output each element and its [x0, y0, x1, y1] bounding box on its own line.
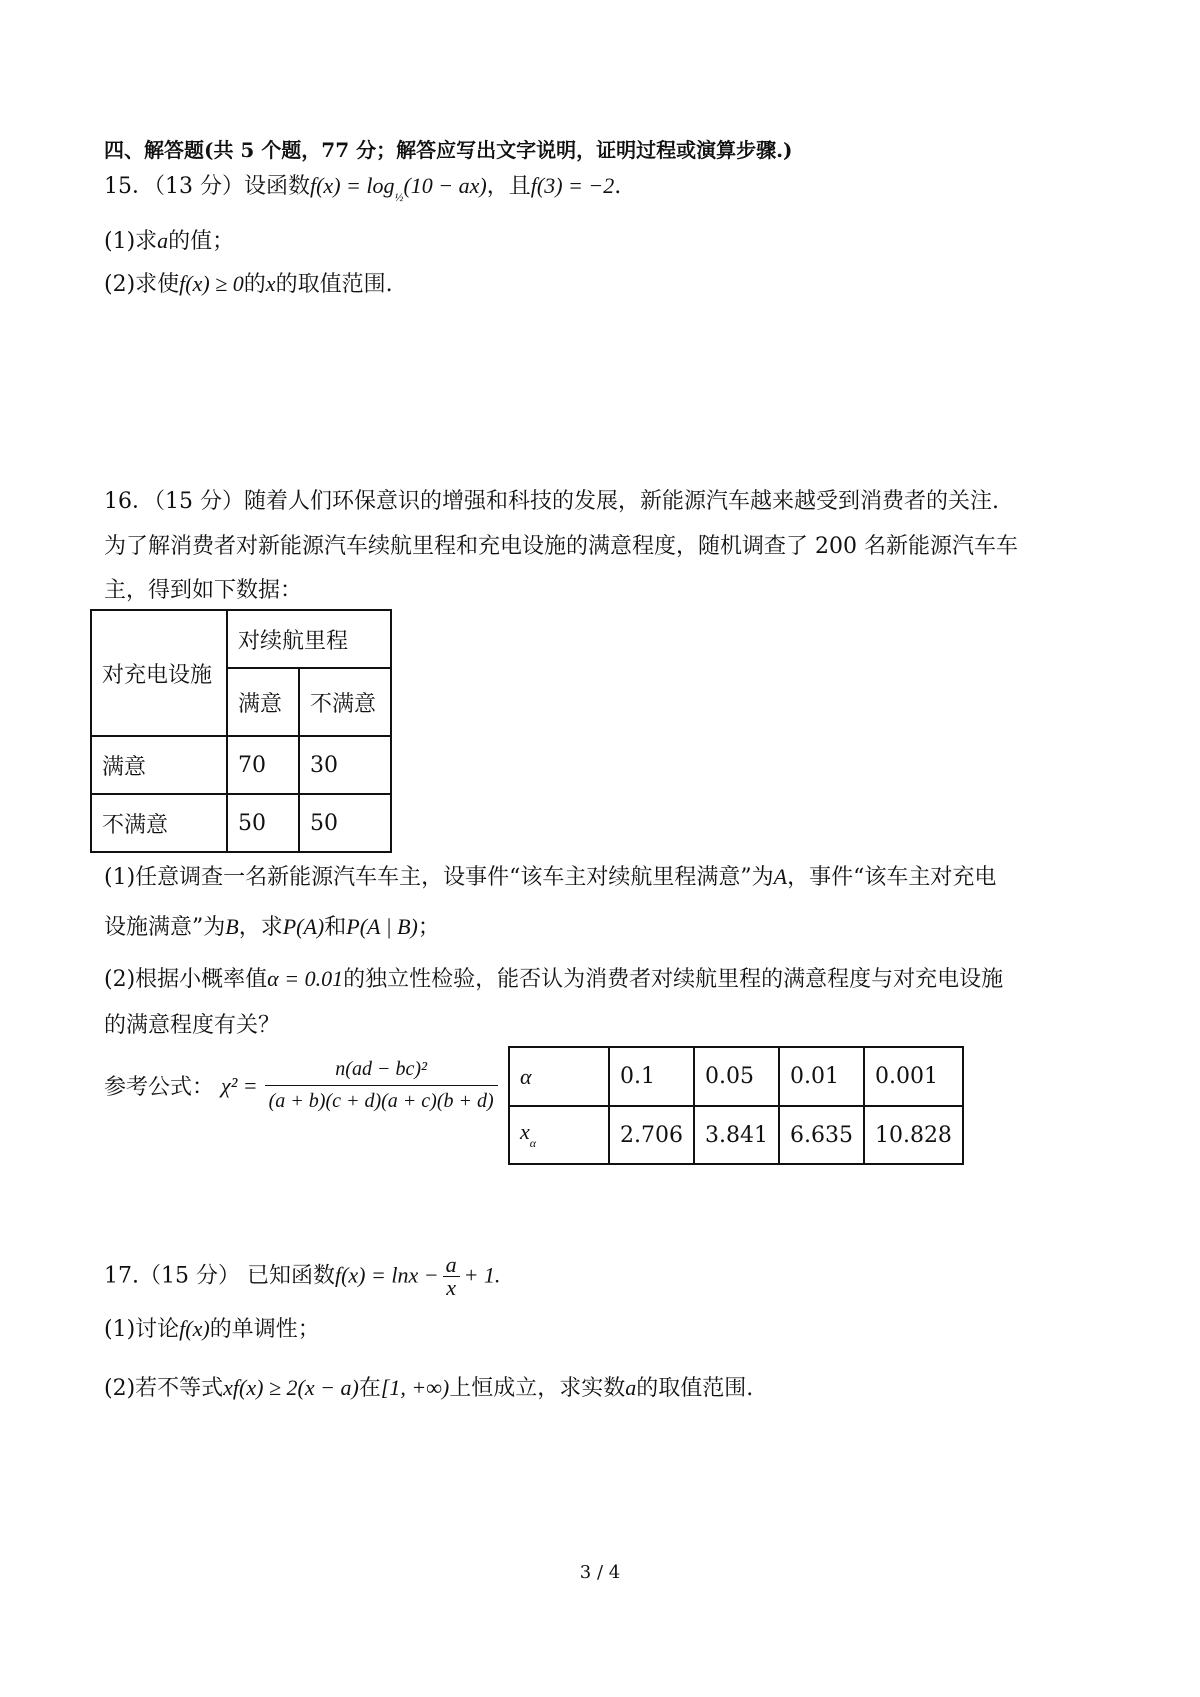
q15-cond-mid: ，且 — [486, 174, 531, 199]
table-cell: 0.01 — [779, 1047, 864, 1106]
table-row-label: 不满意 — [91, 794, 227, 852]
table-cell: 3.841 — [694, 1106, 779, 1164]
formula-label: 参考公式： — [104, 1075, 215, 1100]
table-cell: 2.706 — [609, 1106, 694, 1164]
table-row — [91, 736, 391, 794]
table-col-header: 对续航里程 — [227, 610, 391, 668]
table-row-label: $x_\alpha$ — [509, 1106, 609, 1164]
table-cell: 0.1 — [609, 1047, 694, 1106]
q16-line1: 16．（15 分）随着人们环保意识的增强和科技的发展，新能源汽车越来越受到消费者的关注. — [104, 489, 999, 514]
formula-lhs: χ² = — [221, 1072, 258, 1098]
q17-part2: (2)若不等式xf(x) ≥ 2(x − a)在[1, +∞)上恒成立，求实数a的取值范围. — [104, 1375, 754, 1401]
q16-part2-line2: 的满意程度有关？ — [104, 1013, 281, 1038]
table-cell: 0.001 — [864, 1047, 963, 1106]
formula-denominator: (a + b)(c + d)(a + c)(b + d) — [268, 1090, 494, 1112]
q16-line3: 主，得到如下数据： — [104, 578, 303, 603]
table-cell: 70 — [227, 736, 299, 794]
chi-square-formula — [104, 1058, 498, 1113]
table-cell: 30 — [299, 736, 391, 794]
table-cell: 0.05 — [694, 1047, 779, 1106]
page-number: 3 / 4 — [579, 1562, 621, 1583]
table-row-label: α — [509, 1047, 609, 1106]
q17-prefix: 17.（15 分） 已知函数 — [104, 1263, 335, 1289]
table-row — [509, 1047, 963, 1106]
q16-line2: 为了解消费者对新能源汽车续航里程和充电设施的满意程度，随机调查了 200 名新能源汽车车 — [104, 534, 1018, 559]
table-col-satisfied: 满意 — [227, 668, 299, 736]
q16-part2-line1: (2)根据小概率值α = 0.01的独立性检验，能否认为消费者对续航里程的满意程度与对充电设施 — [104, 966, 1004, 992]
q15-condition: f(3) = −2 — [530, 173, 615, 198]
table-row-label: 满意 — [91, 736, 227, 794]
table-cell: 50 — [227, 794, 299, 852]
q17-func: f(x) = lnx − — [334, 1262, 439, 1288]
q17-part1: (1)讨论f(x)的单调性； — [104, 1316, 320, 1342]
formula-fraction — [265, 1058, 498, 1113]
q16-part1-line2: 设施满意”为B，求P(A)和P(A | B)； — [104, 914, 440, 940]
critical-value-table — [508, 1046, 964, 1165]
q17-stem: 17.（15 分） 已知函数f(x) = lnx − $\frac{a}{x}$ + 1. — [104, 1252, 501, 1300]
q15-stem: 15．（13 分）设函数$f(x) = \log_{\frac{1}{2}}(10 - ax)$，且f(3) = −2. — [104, 173, 622, 204]
table-col-unsatisfied: 不满意 — [299, 668, 391, 736]
table-row-header: 对充电设施 — [91, 610, 227, 736]
q15-part1: (1)求a的值； — [104, 228, 235, 254]
table-cell: 10.828 — [864, 1106, 963, 1164]
formula-numerator: n(ad − bc)² — [265, 1058, 498, 1086]
q17-fraction: $\frac{a}{x}$ — [443, 1254, 460, 1299]
q15-part2: (2)求使f(x) ≥ 0的x的取值范围. — [104, 271, 393, 297]
satisfaction-table — [90, 609, 392, 853]
table-row — [91, 794, 391, 852]
section-header: 四、解答题(共 5 个题，77 分；解答应写出文字说明，证明过程或演算步骤.) — [104, 138, 793, 162]
table-row — [509, 1106, 963, 1164]
table-cell: 50 — [299, 794, 391, 852]
q15-prefix: 15．（13 分）设函数 — [104, 174, 310, 199]
q16-part1-line1: (1)任意调查一名新能源汽车车主，设事件“该车主对续航里程满意”为A，事件“该车主对充电 — [104, 864, 997, 890]
q15-func: $f(x) = \log_{\frac{1}{2}}(10 - ax)$ — [309, 173, 487, 204]
table-cell: 6.635 — [779, 1106, 864, 1164]
